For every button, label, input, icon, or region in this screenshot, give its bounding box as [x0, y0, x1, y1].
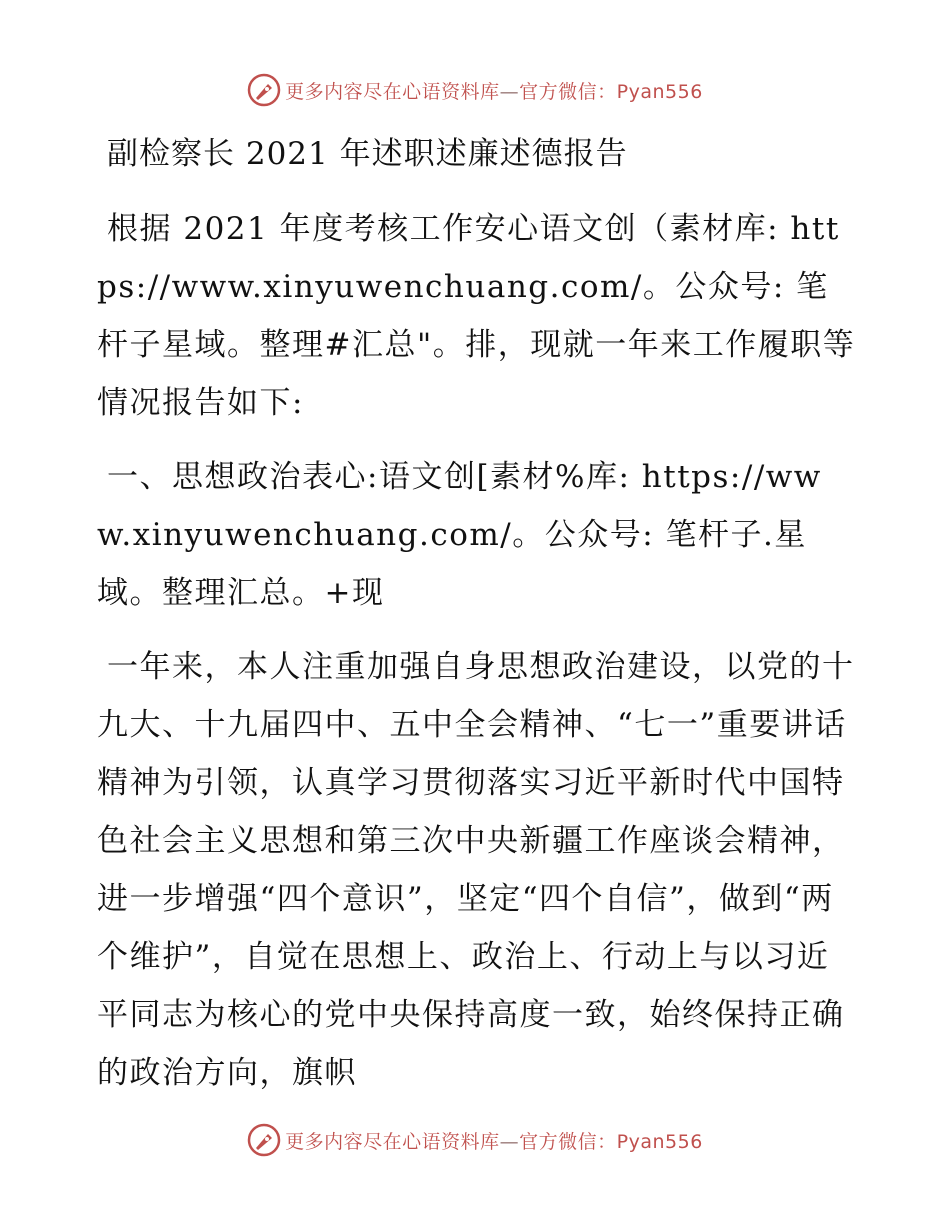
watermark-text: 更多内容尽在心语资料库—官方微信：Pyan556 — [285, 1130, 703, 1153]
pen-nib-logo-icon — [247, 1123, 281, 1157]
pen-nib-logo-icon — [247, 73, 281, 107]
paragraph-intro: 根据 2021 年度考核工作安心语文创（素材库: https://www.xinyuwenchuang.com/。公众号: 笔杆子星域。整理#汇总"。排，现就一年来工作履职等情况报告如下: — [97, 211, 856, 421]
header-watermark — [0, 70, 950, 110]
section-heading-1: 一、思想政治表心:语文创[素材%库: https://www.xinyuwenchuang.com/。公众号: 笔杆子.星域。整理汇总。+现 — [97, 459, 822, 611]
document-title: 副检察长 2021 年述职述廉述德报告 — [107, 136, 628, 172]
watermark-text: 更多内容尽在心语资料库—官方微信：Pyan556 — [285, 80, 703, 103]
paragraph-body: 一年来，本人注重加强自身思想政治建设，以党的十九大、十九届四中、五中全会精神、“七一”重要讲话精神为引领，认真学习贯彻落实习近平新时代中国特色社会主义思想和第三次中央新疆工作座谈会精神，进一步增强“四个意识”，坚定“四个自信”，做到“两个维护”，自觉在思想上、政治上、行动上与以习近平同志为核心的党中央保持高度一致，始终保持正确的政治方向，旗帜 — [97, 649, 855, 1091]
document-body — [97, 120, 857, 1118]
footer-watermark — [0, 1120, 950, 1160]
